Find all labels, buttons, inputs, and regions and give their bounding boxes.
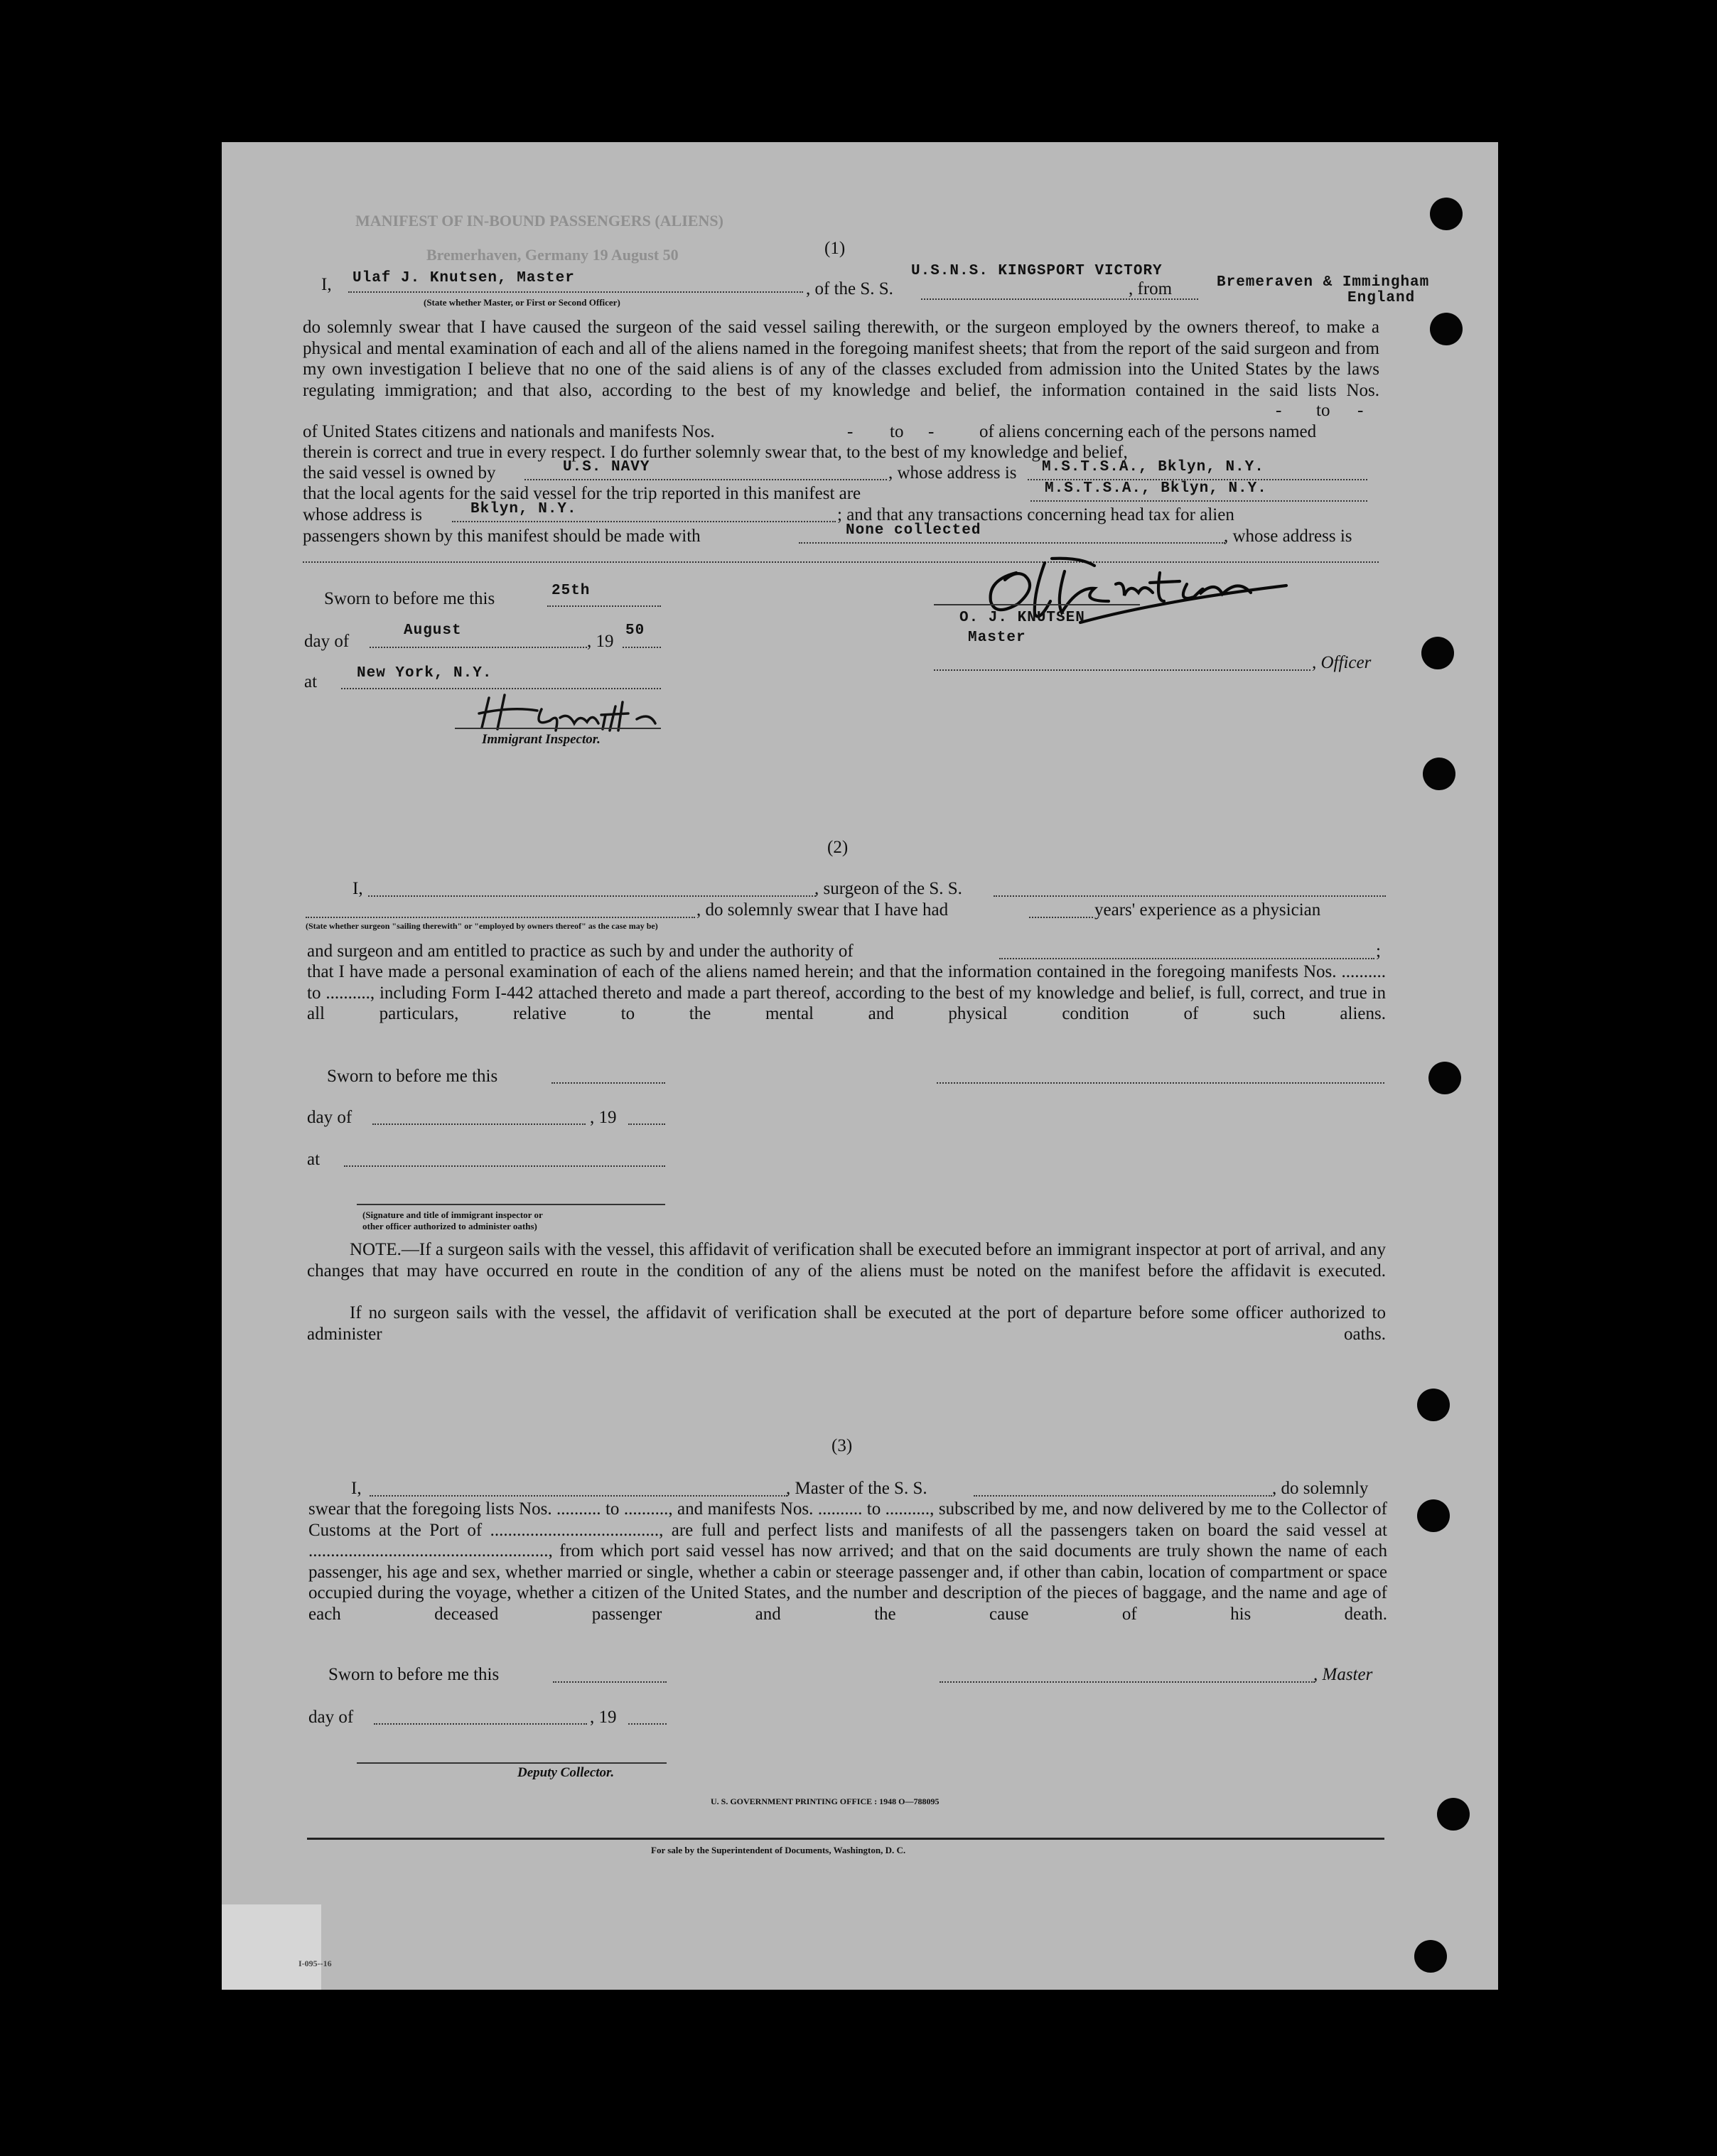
section-2-year-line (628, 1123, 665, 1125)
gpo-imprint: U. S. GOVERNMENT PRINTING OFFICE : 1948 O—788095 (711, 1796, 940, 1806)
note-paragraph-1: NOTE.—If a surgeon sails with the vessel, this affidavit of verification shall be executed before an immigrant inspector at port of arrival, and any changes that may have occurred en route in the condition of any of the aliens must be noted on the manifest before the affidavit is executed. (307, 1240, 1386, 1281)
place-line (341, 688, 661, 689)
section-3-day-of-label: day of (308, 1708, 354, 1727)
officer-label: , Officer (1312, 653, 1372, 672)
section-2-paragraph: that I have made a personal examination of each of the aliens named herein; and that the information contained in the foregoing manifests Nos. .......... to .........., including Form I-442 attached thereto and made a part thereof, according to the best of my knowledge and belief, is full, correct, and true in all particulars, relative to the mental and physical condition of such aliens. (307, 962, 1386, 1023)
section-2-year-prefix: , 19 (590, 1108, 617, 1127)
years-label: years' experience as a physician (1094, 900, 1321, 920)
section-3-sworn-label: Sworn to before me this (328, 1665, 500, 1684)
agent-address-label: whose address is (303, 505, 423, 524)
form-number: I-095--16 (298, 1958, 332, 1968)
binder-hole (1417, 1389, 1450, 1421)
from-port-value: Bremeraven & Immingham (1217, 274, 1430, 291)
section-2-i-label: I, (352, 879, 363, 898)
bleed-through-text: MANIFEST OF IN-BOUND PASSENGERS (ALIENS) (355, 212, 723, 230)
section-2-signature-line (357, 1204, 665, 1205)
owner-line (524, 479, 887, 480)
head-tax-line (799, 542, 1225, 544)
section-2-signature-hint-2: other officer authorized to administer oaths) (362, 1221, 537, 1231)
surgeon-status-hint: (State whether surgeon "sailing therewith" or "employed by owners thereof" as the case may be) (306, 921, 658, 931)
note-paragraph-2: If no surgeon sails with the vessel, the affidavit of verification shall be executed at the port of departure before some officer authorized to administer oaths. (307, 1303, 1386, 1344)
manifests-range-from: - (847, 422, 854, 441)
immigrant-inspector-label: Immigrant Inspector. (482, 732, 601, 747)
section-2-officer-line (937, 1082, 1384, 1084)
surgeon-swear-label: , do solemnly swear that I have had (696, 900, 949, 920)
head-tax-text: ; and that any transactions concerning head tax for alien (837, 505, 1234, 524)
section-2-at-label: at (307, 1150, 321, 1169)
surgeon-status-line (306, 917, 695, 918)
section-2-month-line (372, 1123, 586, 1125)
place-value: New York, N.Y. (357, 665, 493, 681)
manifests-line-b: of aliens concerning each of the persons named (979, 422, 1317, 441)
binder-hole (1421, 637, 1454, 669)
section-2-sworn-label: Sworn to before me this (327, 1067, 498, 1086)
officer-hint: (State whether Master, or First or Second Officer) (424, 297, 620, 308)
owner-address-label: , whose address is (888, 463, 1017, 483)
lists-range-to: - (1357, 401, 1364, 420)
binder-hole (1430, 198, 1463, 230)
authority-line (999, 958, 1374, 959)
from-label: , from (1129, 279, 1173, 298)
passengers-text: passengers shown by this manifest should be made with (303, 527, 701, 546)
day-of-label: day of (304, 632, 350, 651)
month-line (370, 647, 587, 648)
signer-title: Master (968, 630, 1026, 646)
signer-name: O. J. KNUTSEN (959, 610, 1085, 626)
master-of-label: , Master of the S. S. (786, 1479, 927, 1498)
do-solemnly-label: , do solemnly (1272, 1479, 1369, 1498)
section-3-number: (3) (831, 1436, 853, 1455)
binder-hole (1430, 313, 1463, 345)
authority-semicolon: ; (1376, 942, 1381, 961)
sworn-label: Sworn to before me this (324, 589, 495, 608)
year-line (623, 647, 661, 648)
year-value: 50 (625, 622, 645, 639)
agent-address-value: Bklyn, N.Y. (470, 501, 577, 517)
year-prefix: , 19 (587, 632, 614, 651)
authority-label: and surgeon and am entitled to practice as such by and under the authority of (307, 942, 854, 961)
section-3-master-line (940, 1681, 1315, 1683)
manifests-range-to-label: to (890, 422, 904, 441)
section-3-sworn-line (553, 1681, 667, 1683)
head-tax-value: None collected (846, 522, 981, 539)
master-signature-line (934, 604, 1140, 605)
section-2-signature-hint-1: (Signature and title of immigrant inspector or (362, 1209, 543, 1220)
years-line (1029, 917, 1093, 918)
owner-address-value: M.S.T.S.A., Bklyn, N.Y. (1042, 459, 1264, 475)
section-3-i-label: I, (351, 1479, 362, 1498)
section-2-sworn-line (551, 1082, 665, 1084)
section-1-i-label: I, (321, 275, 332, 294)
surgeon-name-line (368, 895, 816, 897)
binder-hole (1437, 1798, 1470, 1831)
bleed-through-text: Bremerhaven, Germany 19 August 50 (426, 246, 679, 264)
from-country-value: England (1347, 290, 1416, 306)
owned-by-label: the said vessel is owned by (303, 463, 496, 483)
local-agents-value: M.S.T.S.A., Bklyn, N.Y. (1045, 480, 1267, 497)
section-3-year-prefix: , 19 (590, 1708, 617, 1727)
lists-range-from: - (1276, 401, 1282, 420)
officer-line (934, 669, 1310, 671)
lists-range-to-label: to (1316, 401, 1330, 420)
binder-hole (1423, 758, 1455, 790)
section-2-number: (2) (827, 838, 849, 857)
section-3-month-line (374, 1723, 587, 1725)
manifests-range-to: - (928, 422, 935, 441)
collector-signature-line (357, 1762, 667, 1764)
section-2-place-line (344, 1165, 665, 1167)
deputy-collector-label: Deputy Collector. (517, 1765, 615, 1780)
surgeon-vessel-line (994, 895, 1386, 897)
binder-hole (1428, 1062, 1461, 1094)
sworn-day-line (547, 605, 661, 607)
at-label: at (304, 672, 318, 691)
surgeon-of-label: , surgeon of the S. S. (814, 879, 962, 898)
officer-name-line (348, 291, 803, 293)
binder-hole (1414, 1940, 1447, 1973)
local-agents-label: that the local agents for the said vessel for the trip reported in this manifest are (303, 484, 861, 503)
agent-address-line (452, 521, 836, 522)
inspector-signature-line (455, 728, 661, 729)
manifests-line-a: of United States citizens and nationals and manifests Nos. (303, 422, 715, 441)
section-3-master-label: , Master (1313, 1665, 1373, 1684)
master-vessel-line (974, 1495, 1272, 1497)
section-1-oath-paragraph: do solemnly swear that I have caused the surgeon of the said vessel sailing therewith, or the surgeon employed by the owners thereof, to make a physical and mental examination of each and all of the aliens named in the foregoing manifest sheets; that from the report of the said surgeon and from my own investigation I believe that no one of the said aliens is of any of the classes excluded from admission into the United States by the laws regulating immigration; and that also, according to the best of my knowledge and belief, the information contained in the said lists Nos. (303, 318, 1379, 400)
vessel-name-value: U.S.N.S. KINGSPORT VICTORY (911, 263, 1163, 279)
owner-value: U.S. NAVY (563, 459, 650, 475)
correct-statement-line: therein is correct and true in every respect. I do further solemnly swear that, to the best of my knowledge and belief, (303, 443, 1128, 462)
of-ss-label: , of the S. S. (806, 279, 893, 298)
officer-name-value: Ulaf J. Knutsen, Master (352, 270, 575, 286)
master-name-line (370, 1495, 787, 1497)
bottom-rule (307, 1838, 1384, 1840)
section-3-paragraph: swear that the foregoing lists Nos. .......... to .........., and manifests Nos. .......... to .........., subscribed by me, and now delivered by me to the Collector of Customs at the Port of ......................................, are full and perfect lists and manifests of all the passengers taken on board the said vessel at ......................................................, from which port said vessel has now arrived; and that on the said documents are truly shown the name of each passenger, his age and sex, whether married or single, whether a cabin or steerage passenger and, if other than cabin, location of compartment or space occupied during the voyage, whether a citizen of the United States, and the number and description of the pieces of baggage, and the name and age of each deceased passenger and the cause of his death. (308, 1499, 1387, 1624)
binder-hole (1417, 1499, 1450, 1532)
torn-corner (222, 1904, 321, 1990)
month-value: August (404, 622, 462, 639)
whose-address-is-label: , whose address is (1224, 527, 1352, 546)
local-agents-line (1030, 500, 1367, 502)
section-2-day-of-label: day of (307, 1108, 352, 1127)
section-1-number: (1) (824, 239, 846, 258)
sworn-day-value: 25th (551, 583, 591, 599)
sale-notice: For sale by the Superintendent of Documents, Washington, D. C. (651, 1845, 906, 1855)
section-3-year-line (628, 1723, 667, 1725)
